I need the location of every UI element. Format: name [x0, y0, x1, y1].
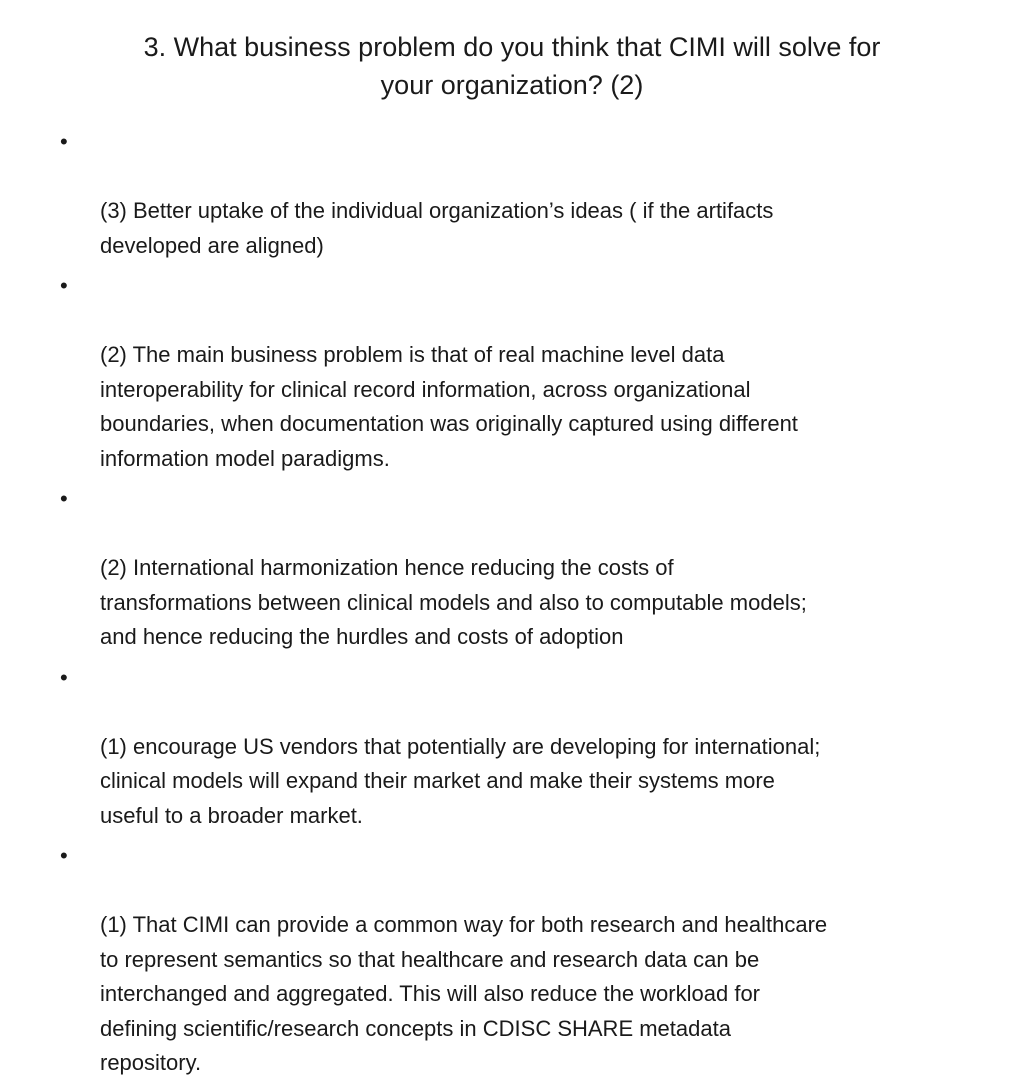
bullet-dot-icon: • — [60, 129, 68, 154]
bullet-item — [60, 839, 975, 1081]
bullet-text: (3) Better uptake of the individual organization’s ideas ( if the artifacts developed are aligned) — [100, 198, 774, 258]
bullet-item — [60, 125, 975, 263]
bullet-dot-icon: • — [60, 664, 68, 690]
slide-title: 3. What business problem do you think that CIMI will solve for your organization? (2) — [143, 32, 881, 100]
bullet-dot-icon: • — [60, 843, 68, 868]
bullet-item — [60, 482, 975, 655]
bullet-dot-icon: • — [60, 273, 68, 298]
bullet-text: (1) encourage US vendors that potentially are developing for international; clinical models will expand their market and make their systems more useful to a broader market. — [100, 733, 821, 828]
bullet-item — [60, 269, 975, 476]
bullet-text: (2) The main business problem is that of real machine level data interoperability for clinical record information, across organizational boundaries, when documentation was originally captured using different information model paradigms. — [100, 342, 798, 471]
bullet-list — [60, 125, 975, 1087]
bullet-text: (2) International harmonization hence reducing the costs of transformations between clinical models and also to computable models; and hence reducing the hurdles and costs of adoption — [100, 555, 807, 649]
bullet-item — [60, 661, 975, 834]
bullet-dot-icon: • — [60, 486, 68, 511]
bullet-text: (1) That CIMI can provide a common way for both research and healthcare to represent semantics so that healthcare and research data can be interchanged and aggregated. This will also reduce the workload for defining scientific/research concepts in CDISC SHARE metadata repository. — [100, 912, 828, 1075]
